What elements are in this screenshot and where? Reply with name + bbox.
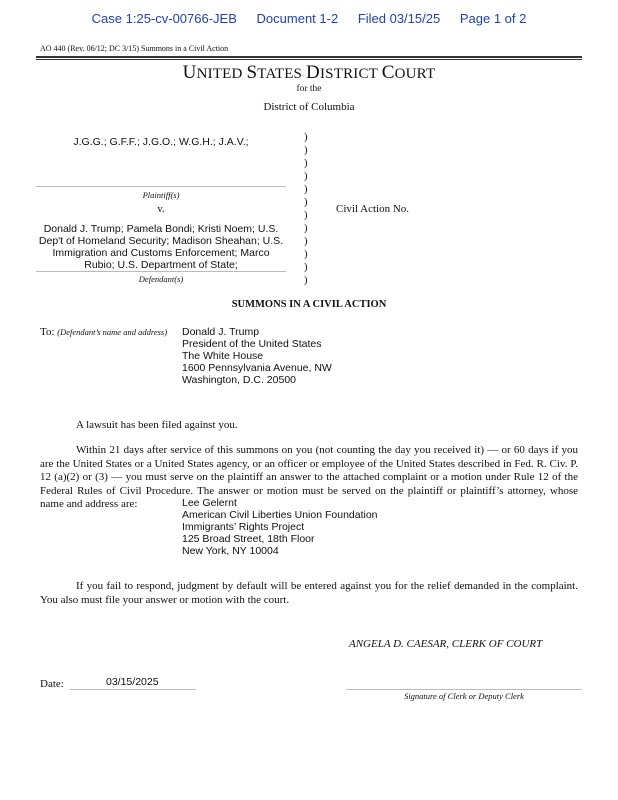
caption-parentheses: ) ) ) ) ) ) ) ) ) ) ) ) [304,132,308,286]
page-count: Page 1 of 2 [459,11,527,26]
to-label: To: (Defendant’s name and address) [40,326,168,338]
divider [36,59,582,60]
district: District of Columbia [263,101,355,113]
defendant-line [36,271,286,272]
case-number: Case 1:25-cv-00766-JEB [91,11,237,26]
defendant-label: Defendant(s) [138,274,184,284]
civil-action-no: Civil Action No. [336,203,410,215]
signature-label: Signature of Clerk or Deputy Clerk [404,691,524,701]
document-number: Document 1-2 [256,11,339,26]
defendant-address: Donald J. Trump President of the United States The White House 1600 Pennsylvania Avenue, NW Washington, D.C. 20500 [182,326,332,386]
plaintiff-line [36,186,286,187]
versus: v. [157,204,165,215]
defendant-names: Donald J. Trump; Pamela Bondi; Kristi Noem; U.S. Dep't of Homeland Security; Madison Sheahan; U.S. Immigration and Customs Enforcement; Marco Rubio; U.S. Department of State; [38,223,284,271]
clerk-name: ANGELA D. CAESAR, CLERK OF COURT [349,638,543,650]
signature-line [346,689,582,690]
date-value: 03/15/2025 [106,676,159,688]
plaintiff-names: J.G.G.; G.F.F.; J.G.O.; W.G.H.; J.A.V.; [73,136,249,148]
response-paragraph: Within 21 days after service of this summons on you (not counting the day you received it) — or 60 days if you are the United States or a United States agency, or an officer or employee of the United States described in Fed. R. Civ. P. 12 (a)(2) or (3) — you must serve on the plaintiff an answer to the attached complaint or a motion under Rule 12 of the Federal Rules of Civil Procedure. The answer or motion must be served on the plaintiff or plaintiff’s attorney, whose name and address are: [40,444,578,510]
date-label: Date: [40,678,64,690]
court-name: UNITED STATES DISTRICT COURT [182,62,436,83]
plaintiff-label: Plaintiff(s) [142,190,180,200]
filed-date: Filed 03/15/25 [357,11,441,26]
lawsuit-paragraph: A lawsuit has been filed against you. [76,419,238,431]
to-hint: (Defendant’s name and address) [57,327,168,337]
form-id: AO 440 (Rev. 06/12; DC 3/15) Summons in a Civil Action [40,44,229,53]
summons-title: SUMMONS IN A CIVIL ACTION [231,299,387,310]
ecf-header [0,11,618,26]
for-the: for the [296,84,322,94]
default-paragraph: If you fail to respond, judgment by default will be entered against you for the relief demanded in the complaint. You also must file your answer or motion with the court. [40,580,578,606]
date-line [70,689,196,690]
attorney-address: Lee Gelernt American Civil Liberties Union Foundation Immigrants’ Rights Project 125 Broad Street, 18th Floor New York, NY 10004 [182,497,378,557]
divider [36,56,582,58]
